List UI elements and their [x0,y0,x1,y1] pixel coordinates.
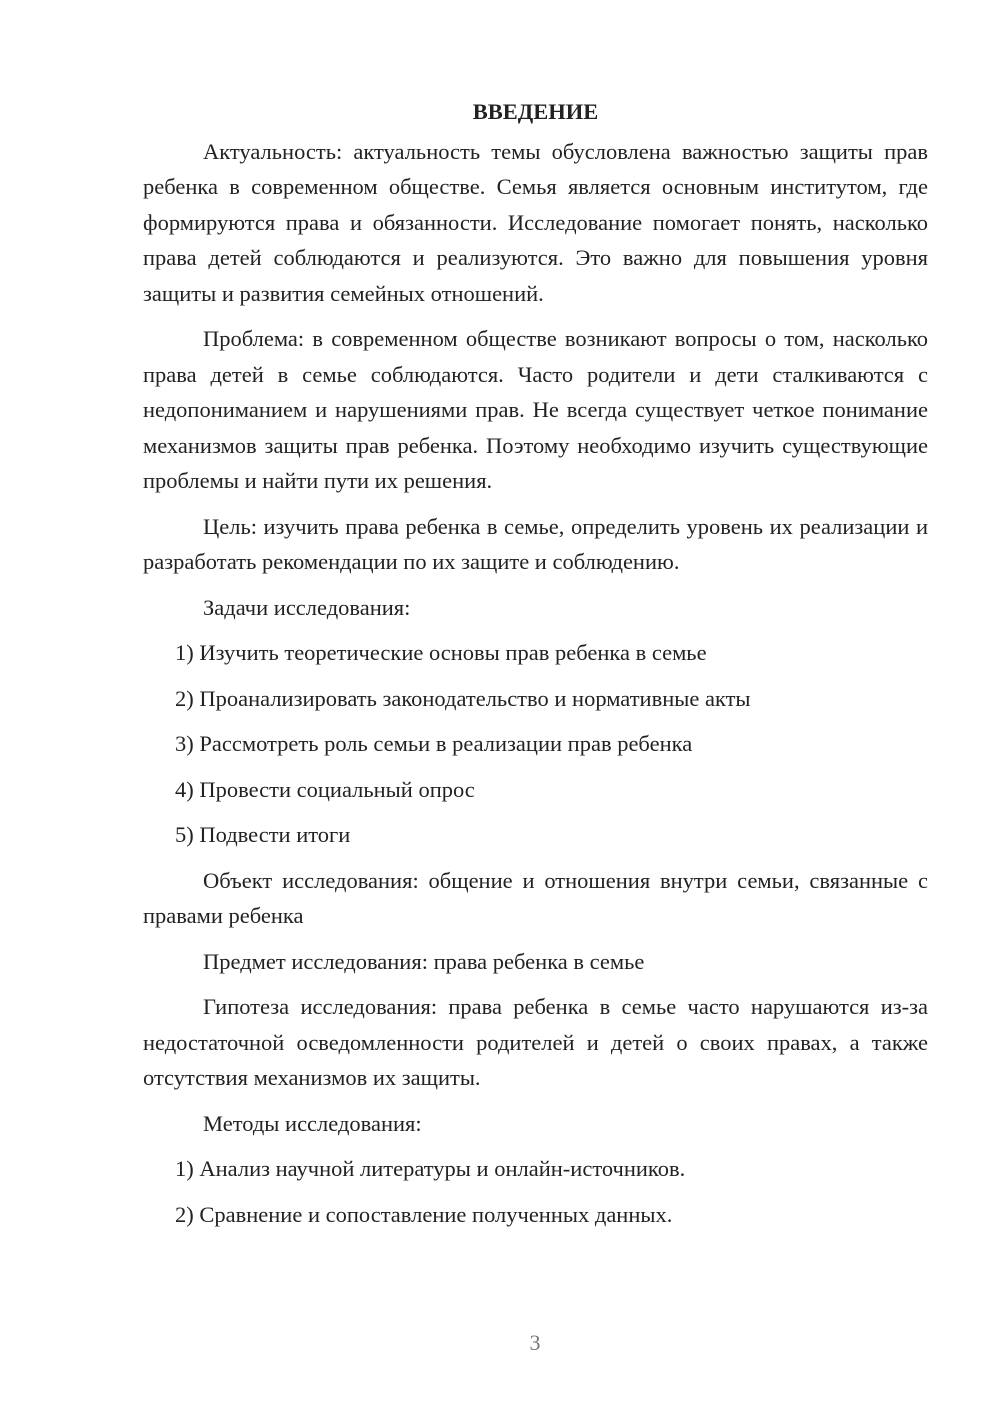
methods-heading: Методы исследования: [203,1110,422,1136]
goal-paragraph: Цель: изучить права ребенка в семье, определить уровень их реализации и разработать рекомендации по их защите и соблюдению. [143,513,928,574]
section-title: ВВЕДЕНИЕ [472,99,599,124]
method-item: 1) Анализ научной литературы и онлайн-источников. [175,1156,686,1181]
relevance-paragraph: Актуальность: актуальность темы обусловлена важностью защиты прав ребенка в современном обществе. Семья является основным институтом, где формируются права и обязанности. Исследование помогает понять, насколько права детей соблюдаются и реализуются. Это важно для повышения уровня защиты и развития семейных отношений. [143,138,928,306]
method-item: 2) Сравнение и сопоставление полученных данных. [175,1201,673,1227]
problem-paragraph: Проблема: в современном обществе возникают вопросы о том, насколько права детей в семье соблюдаются. Часто родители и дети сталкиваются с недопониманием и нарушениями прав. Не всегда существует четкое понимание механизмов защиты прав ребенка. Поэтому необходимо изучить существующие проблемы и найти пути их решения. [143,326,928,493]
task-item: 2) Проанализировать законодательство и нормативные акты [175,685,751,711]
subject-paragraph: Предмет исследования: права ребенка в семье [203,948,645,974]
task-item: 4) Провести социальный опрос [175,776,475,802]
task-item: 5) Подвести итоги [175,822,351,847]
task-item: 1) Изучить теоретические основы прав ребенка в семье [175,640,707,665]
document-body [143,94,928,1242]
tasks-heading: Задачи исследования: [203,594,411,620]
page-number: 3 [529,1330,541,1355]
task-item: 3) Рассмотреть роль семьи в реализации прав ребенка [175,731,693,756]
hypothesis-paragraph: Гипотеза исследования: права ребенка в семье часто нарушаются из-за недостаточной осведомленности родителей и детей о своих правах, а также отсутствия механизмов их защиты. [143,994,928,1090]
object-paragraph: Объект исследования: общение и отношения внутри семьи, связанные с правами ребенка [143,867,928,928]
